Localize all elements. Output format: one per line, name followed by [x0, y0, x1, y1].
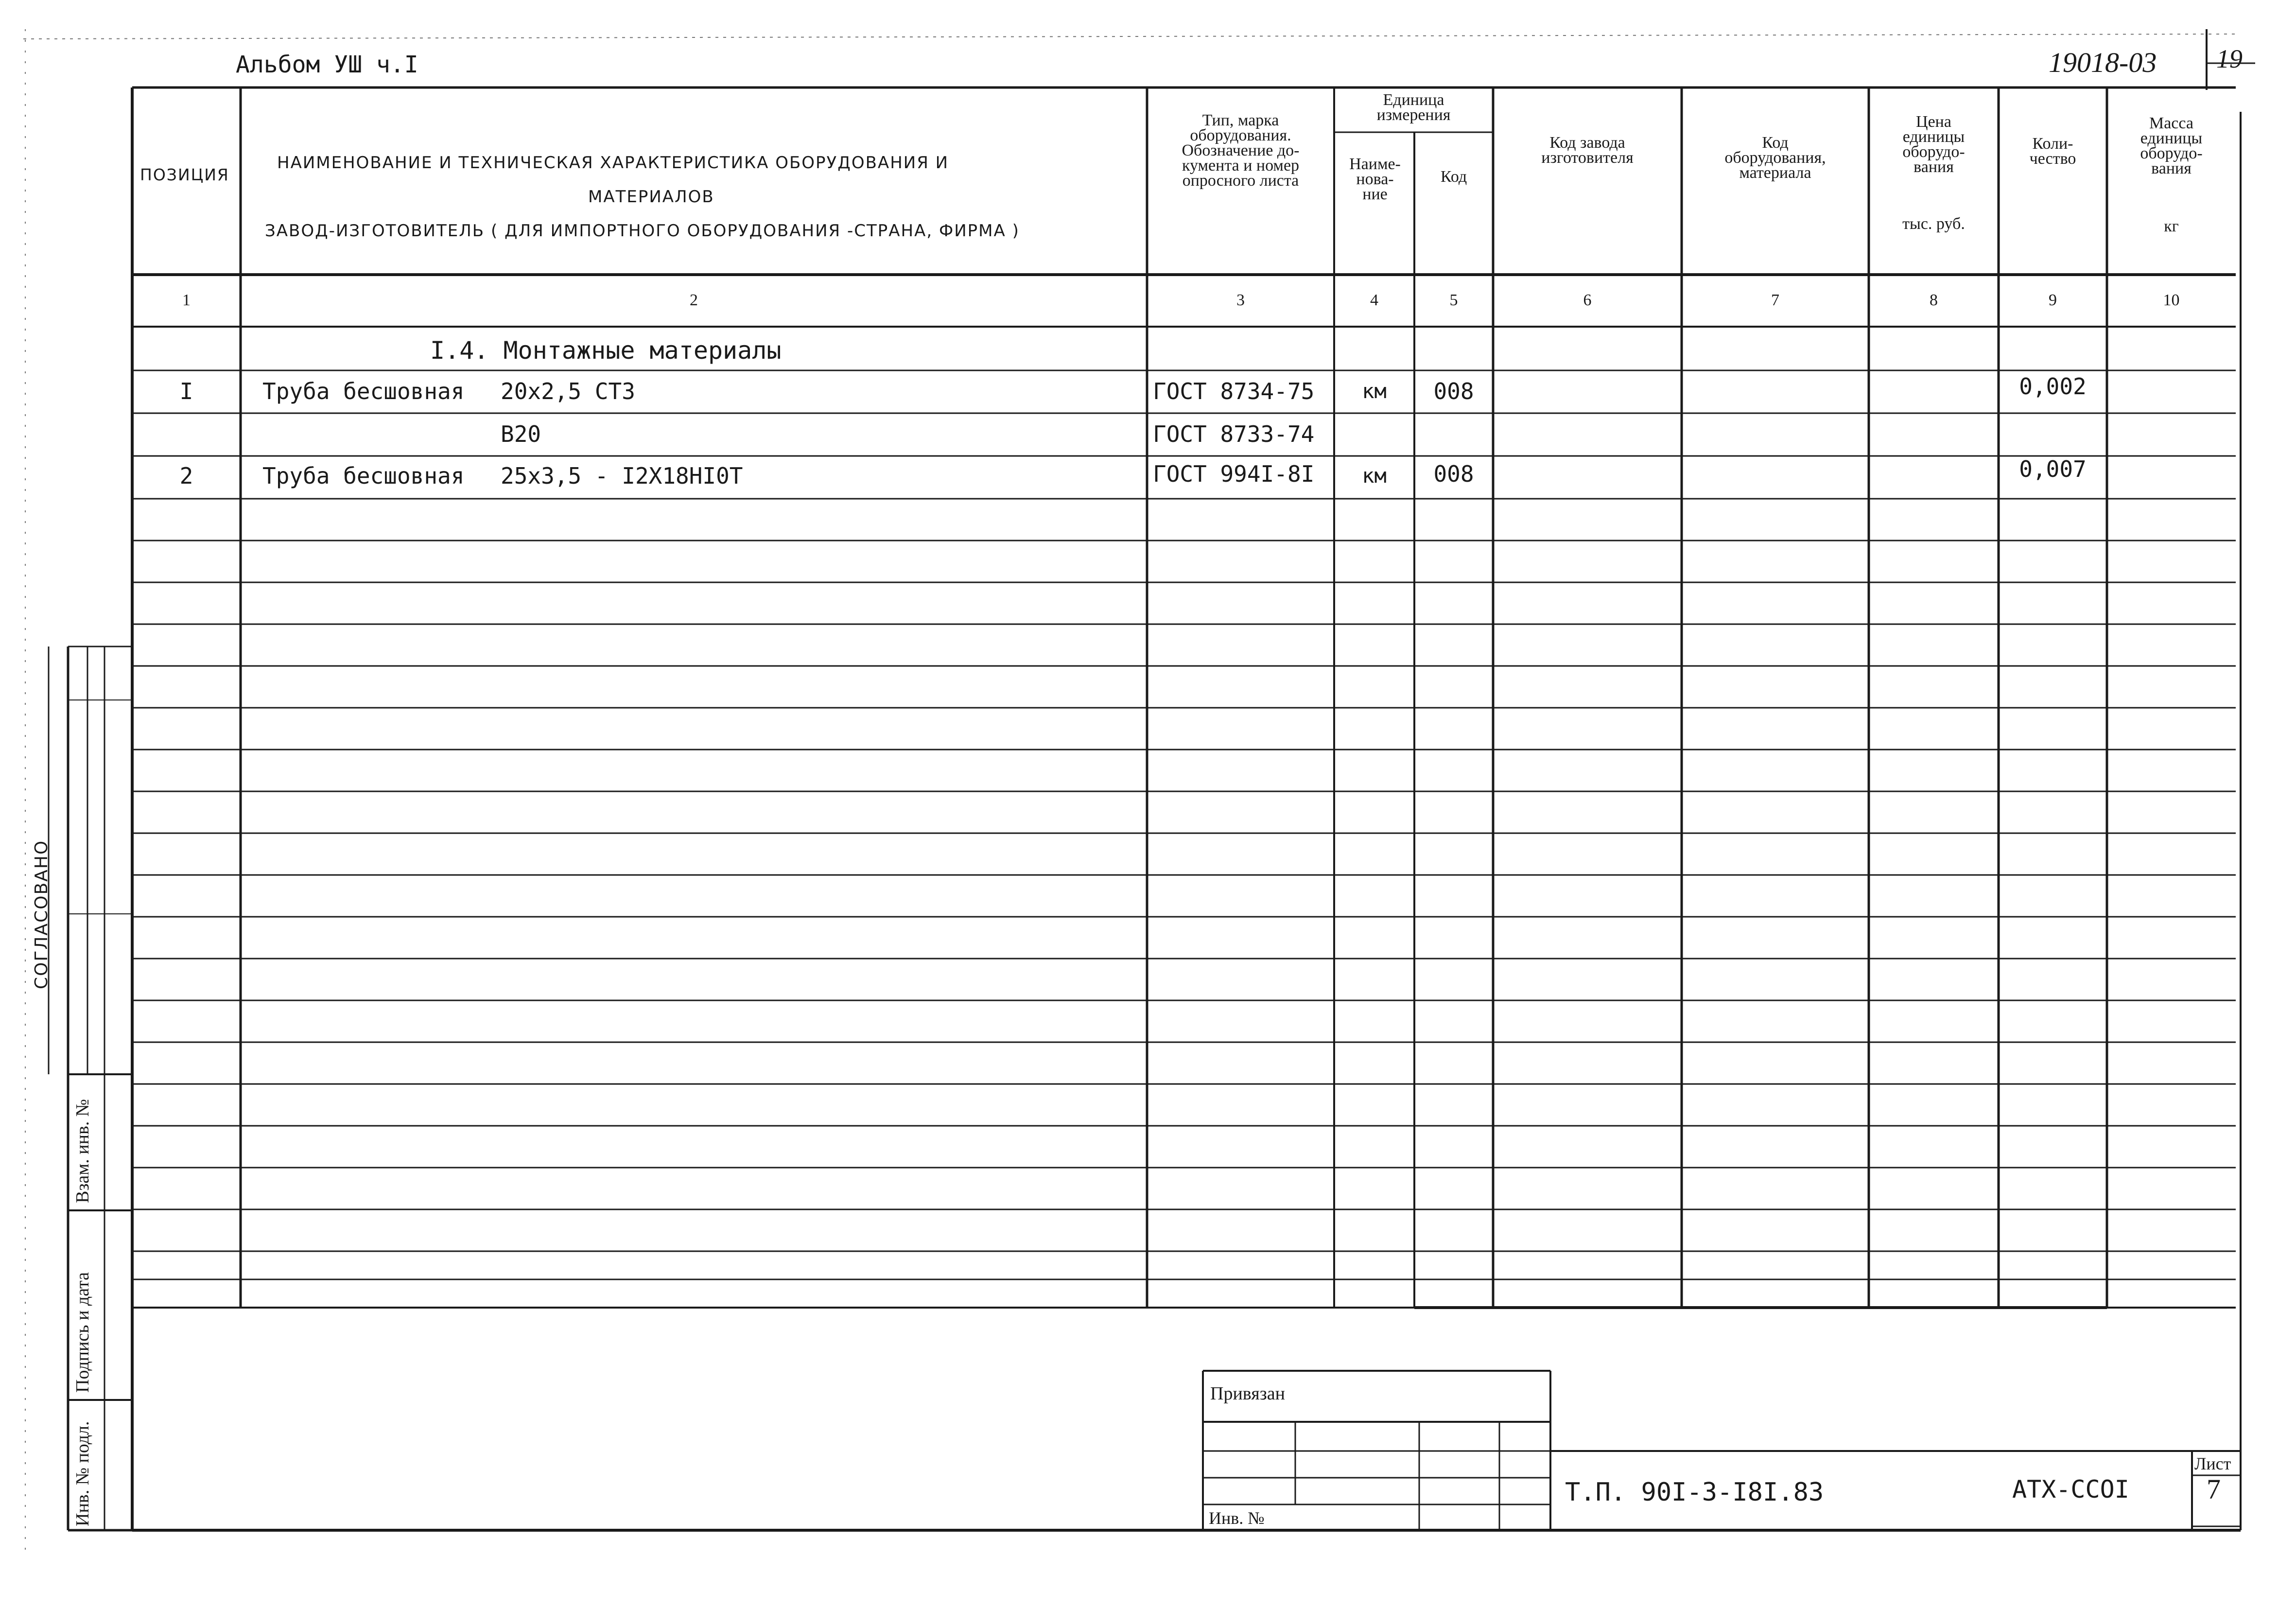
col-number: 1 — [182, 291, 191, 309]
col-number: 5 — [1449, 291, 1458, 309]
sheet-label: Лист — [2194, 1454, 2231, 1473]
col-number: 3 — [1236, 291, 1245, 309]
col-number: 8 — [1930, 291, 1938, 309]
col-header-mass-unit: кг — [2164, 217, 2179, 235]
row-name: Труба бесшовная — [262, 463, 465, 489]
col-number: 2 — [690, 291, 698, 309]
row-document: ГОСТ 994I-8I — [1153, 461, 1315, 487]
col-header-unit-group: Единица измерения — [1376, 91, 1451, 124]
row-spec: 25x3,5 - I2X18HI0T — [501, 463, 743, 489]
col-header-price: Цена единицы оборудо- вания — [1902, 113, 1965, 176]
col-number: 4 — [1370, 291, 1378, 309]
row-position: 2 — [179, 463, 193, 489]
col-header-name-line2: МАТЕРИАЛОВ — [588, 187, 714, 207]
agreed-label: СОГЛАСОВАНО — [32, 839, 52, 989]
col-number: 7 — [1771, 291, 1779, 309]
original-inventory-label: Инв. № подл. — [72, 1421, 93, 1526]
row-document: ГОСТ 8733-74 — [1153, 421, 1315, 447]
row-document: ГОСТ 8734-75 — [1153, 378, 1315, 404]
drawing-code: АТХ-ССОI — [2012, 1475, 2129, 1503]
row-unit-code: 008 — [1433, 461, 1474, 487]
section-title: I.4. Монтажные материалы — [430, 336, 782, 365]
col-header-name-line1: НАИМЕНОВАНИЕ И ТЕХНИЧЕСКАЯ ХАРАКТЕРИСТИКА ОБОРУДОВАНИЯ И — [277, 153, 949, 173]
col-header-equipment-code: Код оборудования, материала — [1724, 134, 1826, 182]
col-header-maker-code: Код завода изготовителя — [1541, 134, 1634, 167]
row-position: I — [179, 378, 193, 404]
row-quantity: 0,002 — [2019, 373, 2087, 400]
row-spec: 20x2,5 СТ3 — [501, 378, 635, 404]
sheet-number: 7 — [2207, 1473, 2221, 1505]
col-header-type: Тип, марка оборудования. Обозначение до- кумента и номер опросного листа — [1182, 111, 1300, 190]
col-number: 10 — [2163, 291, 2180, 309]
document-number: 19018-03 — [2049, 47, 2157, 78]
col-header-unit-name: Наиме- нова- ние — [1349, 155, 1401, 203]
row-name: Труба бесшовная — [262, 378, 465, 404]
row-spec: В20 — [501, 421, 541, 447]
col-header-quantity: Коли- чество — [2029, 135, 2076, 168]
col-header-position: ПОЗИЦИЯ — [140, 165, 229, 184]
row-unit: км — [1362, 464, 1387, 488]
album-label: Альбом УШ ч.I — [236, 51, 418, 78]
stamp-inventory-label: Инв. № — [1209, 1508, 1265, 1528]
project-number: Т.П. 90I-3-I8I.83 — [1565, 1478, 1824, 1507]
replacement-inventory-label: Взам. инв. № — [72, 1099, 93, 1203]
col-header-price-unit: тыс. руб. — [1902, 215, 1965, 233]
col-header-mass: Масса единицы оборудо- вания — [2140, 114, 2203, 177]
col-header-name-line3: ЗАВОД-ИЗГОТОВИТЕЛЬ ( ДЛЯ ИМПОРТНОГО ОБОРУДОВАНИЯ -СТРАНА, ФИРМА ) — [265, 221, 1020, 241]
col-header-unit-code: Код — [1440, 168, 1467, 186]
col-number: 9 — [2049, 291, 2057, 309]
signature-date-label: Подпись и дата — [72, 1272, 93, 1393]
row-quantity: 0,007 — [2019, 456, 2087, 482]
bound-label: Привязан — [1210, 1383, 1285, 1404]
col-number: 6 — [1583, 291, 1592, 309]
row-unit: км — [1362, 379, 1387, 403]
row-unit-code: 008 — [1433, 378, 1474, 404]
corner-page-number: 19 — [2216, 44, 2243, 73]
